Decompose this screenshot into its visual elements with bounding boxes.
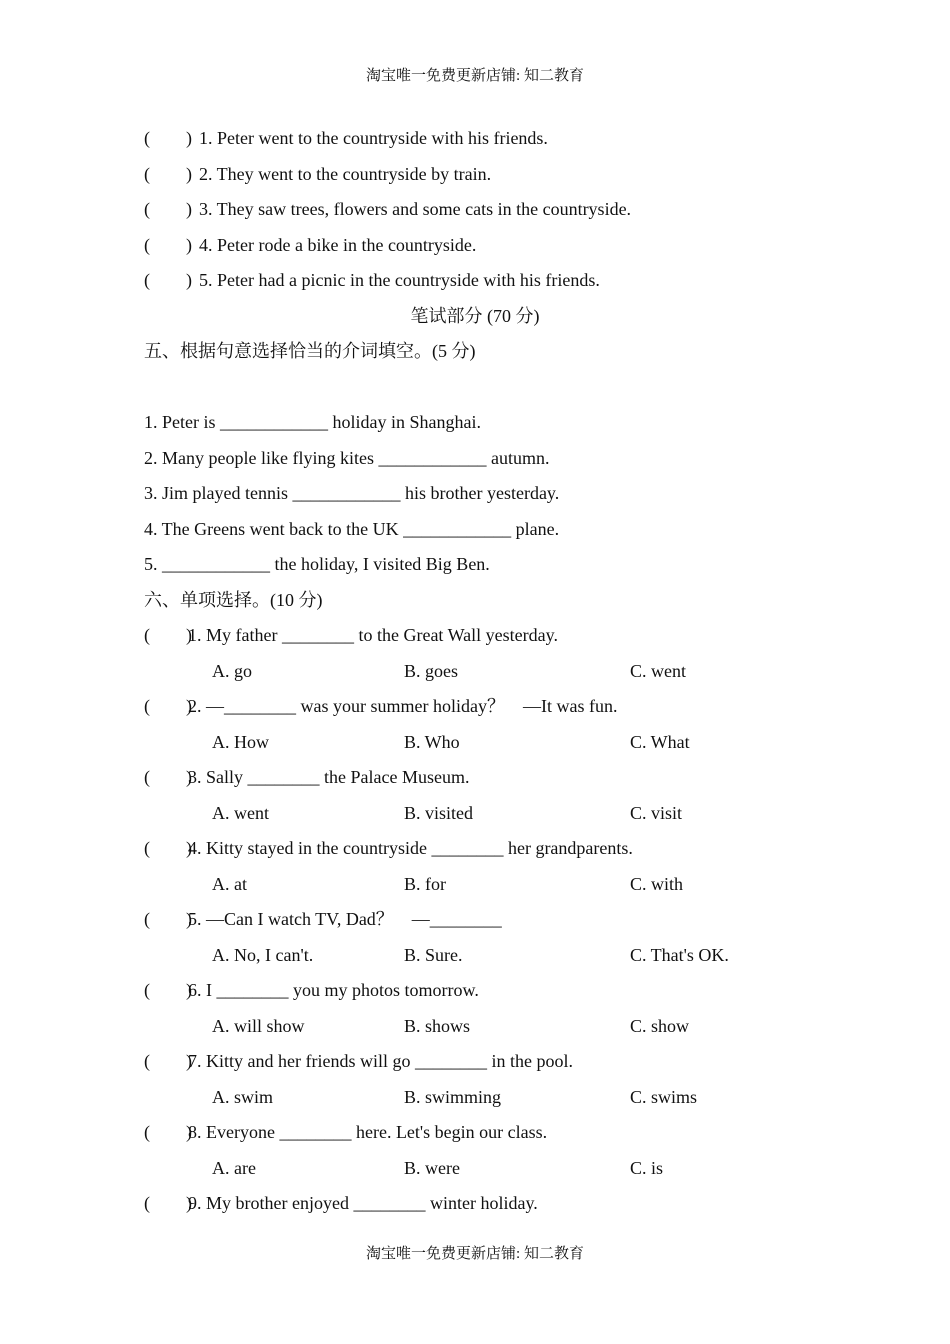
tf-item bbox=[144, 121, 824, 157]
section5-title: 五、根据句意选择恰当的介词填空。(5 分) bbox=[144, 341, 476, 361]
question-text: 2. —________ was your summer holiday？ —It was fun. bbox=[188, 696, 618, 716]
mc-options bbox=[144, 725, 824, 761]
mc-question bbox=[144, 831, 824, 867]
option-c[interactable]: C. That's OK. bbox=[630, 944, 729, 965]
tf-item bbox=[144, 228, 824, 264]
spacer bbox=[144, 370, 824, 406]
question-text: 6. I ________ you my photos tomorrow. bbox=[188, 980, 479, 1000]
worksheet-content bbox=[144, 121, 824, 1222]
option-c[interactable]: C. show bbox=[630, 1015, 690, 1036]
tf-item-text: 1. Peter went to the countryside with his friends. bbox=[199, 128, 548, 148]
mc-options bbox=[144, 1151, 824, 1187]
option-b[interactable]: B. Who bbox=[404, 731, 460, 752]
answer-paren[interactable]: ( ) bbox=[144, 625, 192, 645]
answer-paren[interactable]: ( ) bbox=[144, 1051, 192, 1071]
mc-options bbox=[144, 796, 824, 832]
mc-question bbox=[144, 689, 824, 725]
question-text: 4. Kitty stayed in the countryside ________ her grandparents. bbox=[188, 838, 633, 858]
page-footer: 淘宝唯一免费更新店铺: 知二教育 bbox=[366, 1246, 584, 1262]
answer-paren[interactable]: ( ) bbox=[144, 980, 192, 1000]
mc-question bbox=[144, 902, 824, 938]
mc-question bbox=[144, 1044, 824, 1080]
option-b[interactable]: B. were bbox=[404, 1157, 460, 1178]
answer-paren[interactable]: ( ) bbox=[144, 163, 192, 184]
option-a[interactable]: A. went bbox=[212, 802, 269, 823]
option-c[interactable]: C. What bbox=[630, 731, 690, 752]
question-text: 8. Everyone ________ here. Let's begin our class. bbox=[188, 1122, 548, 1142]
option-c[interactable]: C. is bbox=[630, 1157, 664, 1178]
mc-options bbox=[144, 1009, 824, 1045]
fill-item: 5. ____________ the holiday, I visited Big Ben. bbox=[144, 554, 490, 574]
tf-item bbox=[144, 192, 824, 228]
option-b[interactable]: B. Sure. bbox=[404, 944, 463, 965]
tf-item-text: 5. Peter had a picnic in the countryside with his friends. bbox=[199, 270, 600, 290]
answer-paren[interactable]: ( ) bbox=[144, 1122, 192, 1142]
option-a[interactable]: A. are bbox=[212, 1157, 256, 1178]
mc-question bbox=[144, 973, 824, 1009]
mc-options bbox=[144, 938, 824, 974]
option-b[interactable]: B. swimming bbox=[404, 1086, 502, 1107]
answer-paren[interactable]: ( ) bbox=[144, 909, 192, 929]
answer-paren[interactable]: ( ) bbox=[144, 199, 192, 219]
question-text: 3. Sally ________ the Palace Museum. bbox=[188, 767, 470, 787]
option-b[interactable]: B. shows bbox=[404, 1015, 471, 1036]
answer-paren[interactable]: ( ) bbox=[144, 767, 192, 787]
question-text: 1. My father ________ to the Great Wall yesterday. bbox=[188, 625, 558, 645]
mc-options bbox=[144, 654, 824, 690]
answer-paren[interactable]: ( ) bbox=[144, 1193, 192, 1213]
option-a[interactable]: A. at bbox=[212, 873, 247, 894]
option-c[interactable]: C. visit bbox=[630, 802, 683, 823]
option-a[interactable]: A. No, I can't. bbox=[212, 944, 314, 965]
answer-paren[interactable]: ( ) bbox=[144, 128, 192, 148]
mc-question bbox=[144, 618, 824, 654]
question-text: 9. My brother enjoyed ________ winter holiday. bbox=[188, 1193, 538, 1213]
option-a[interactable]: A. How bbox=[212, 731, 269, 752]
option-c[interactable]: C. swims bbox=[630, 1086, 698, 1107]
tf-item bbox=[144, 263, 824, 299]
fill-item: 4. The Greens went back to the UK ____________ plane. bbox=[144, 518, 560, 539]
option-b[interactable]: B. visited bbox=[404, 802, 474, 823]
tf-item-text: 4. Peter rode a bike in the countryside. bbox=[199, 234, 477, 255]
mc-question bbox=[144, 1115, 824, 1151]
option-a[interactable]: A. go bbox=[212, 660, 252, 681]
mc-options bbox=[144, 867, 824, 903]
fill-item: 2. Many people like flying kites ____________ autumn. bbox=[144, 447, 550, 468]
mc-question bbox=[144, 1186, 824, 1222]
page-header: 淘宝唯一免费更新店铺: 知二教育 bbox=[366, 68, 584, 84]
mc-question bbox=[144, 760, 824, 796]
question-text: 7. Kitty and her friends will go ________ in the pool. bbox=[188, 1051, 573, 1071]
option-a[interactable]: A. swim bbox=[212, 1086, 274, 1107]
question-text: 5. —Can I watch TV, Dad？ —________ bbox=[188, 909, 502, 929]
fill-item: 3. Jim played tennis ____________ his brother yesterday. bbox=[144, 483, 560, 503]
option-c[interactable]: C. with bbox=[630, 873, 684, 894]
answer-paren[interactable]: ( ) bbox=[144, 696, 192, 716]
answer-paren[interactable]: ( ) bbox=[144, 234, 192, 255]
tf-item-text: 2. They went to the countryside by train. bbox=[199, 163, 492, 184]
tf-item-text: 3. They saw trees, flowers and some cats in the countryside. bbox=[199, 199, 632, 219]
option-a[interactable]: A. will show bbox=[212, 1015, 305, 1036]
answer-paren[interactable]: ( ) bbox=[144, 838, 192, 858]
option-b[interactable]: B. goes bbox=[404, 660, 458, 681]
written-part-title: 笔试部分 (70 分) bbox=[410, 305, 540, 326]
option-b[interactable]: B. for bbox=[404, 873, 446, 894]
answer-paren[interactable]: ( ) bbox=[144, 270, 192, 290]
tf-item bbox=[144, 157, 824, 193]
option-c[interactable]: C. went bbox=[630, 660, 686, 681]
mc-options bbox=[144, 1080, 824, 1116]
section6-title: 六、单项选择。(10 分) bbox=[144, 589, 323, 610]
fill-item: 1. Peter is ____________ holiday in Shanghai. bbox=[144, 412, 481, 432]
